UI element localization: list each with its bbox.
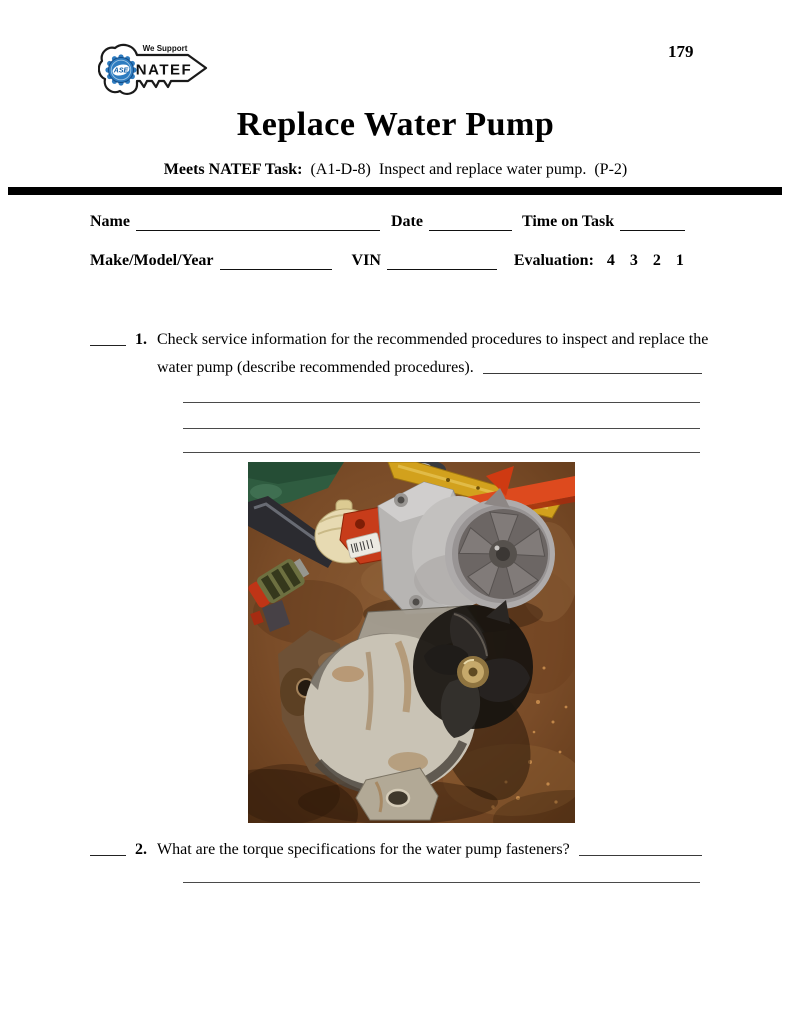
- we-support-text: We Support: [142, 44, 188, 53]
- question-1-number: 1.: [135, 331, 147, 348]
- question-2: [90, 841, 702, 859]
- meets-natef-task-line: [0, 161, 791, 179]
- make-model-year-blank: [220, 253, 332, 270]
- make-model-year-label: Make/Model/Year: [90, 252, 214, 269]
- answer-line: [183, 401, 700, 403]
- answer-line: [183, 881, 700, 883]
- question-1-answer-blank-inline: [483, 372, 702, 374]
- form-row-2: [90, 252, 702, 270]
- evaluation-rating-3: 3: [629, 252, 638, 269]
- question-1-check-blank: [90, 344, 126, 346]
- date-label: Date: [390, 213, 423, 230]
- water-pump-photo: [248, 462, 575, 823]
- name-blank: [136, 214, 380, 231]
- key-logo-icon: [98, 40, 212, 98]
- question-2-number: 2.: [135, 841, 147, 858]
- natef-text: NATEF: [135, 61, 193, 79]
- question-1-text-line2: water pump (describe recommended procedures).: [157, 359, 474, 376]
- answer-line: [183, 427, 700, 429]
- page-number: 179: [668, 42, 694, 61]
- answer-line: [183, 451, 700, 453]
- natef-ase-logo: [98, 40, 212, 98]
- question-1-continuation: [157, 359, 702, 377]
- divider-rule: [8, 187, 782, 195]
- task-detail: (A1-D-8) Inspect and replace water pump. (P-2): [302, 161, 628, 178]
- question-2-text: What are the torque specifications for the water pump fasteners?: [157, 841, 570, 858]
- ase-text: ASE: [113, 67, 129, 75]
- evaluation-rating-2: 2: [652, 252, 661, 269]
- time-on-task-label: Time on Task: [521, 213, 615, 230]
- question-1-text-line1: Check service information for the recommended procedures to inspect and replace the: [157, 331, 709, 348]
- page-title: Replace Water Pump: [236, 106, 555, 143]
- date-blank: [429, 214, 512, 231]
- evaluation-label: Evaluation:: [513, 252, 594, 269]
- task-label: Meets NATEF Task:: [163, 161, 303, 178]
- form-row-1: [90, 213, 702, 231]
- question-2-check-blank: [90, 854, 126, 856]
- evaluation-rating-4: 4: [606, 252, 615, 269]
- evaluation-rating-1: 1: [675, 252, 684, 269]
- vin-label: VIN: [351, 252, 381, 269]
- question-1: [90, 331, 709, 349]
- time-on-task-blank: [620, 214, 685, 231]
- name-label: Name: [90, 213, 130, 230]
- vin-blank: [387, 253, 497, 270]
- question-2-answer-blank-inline: [579, 854, 702, 856]
